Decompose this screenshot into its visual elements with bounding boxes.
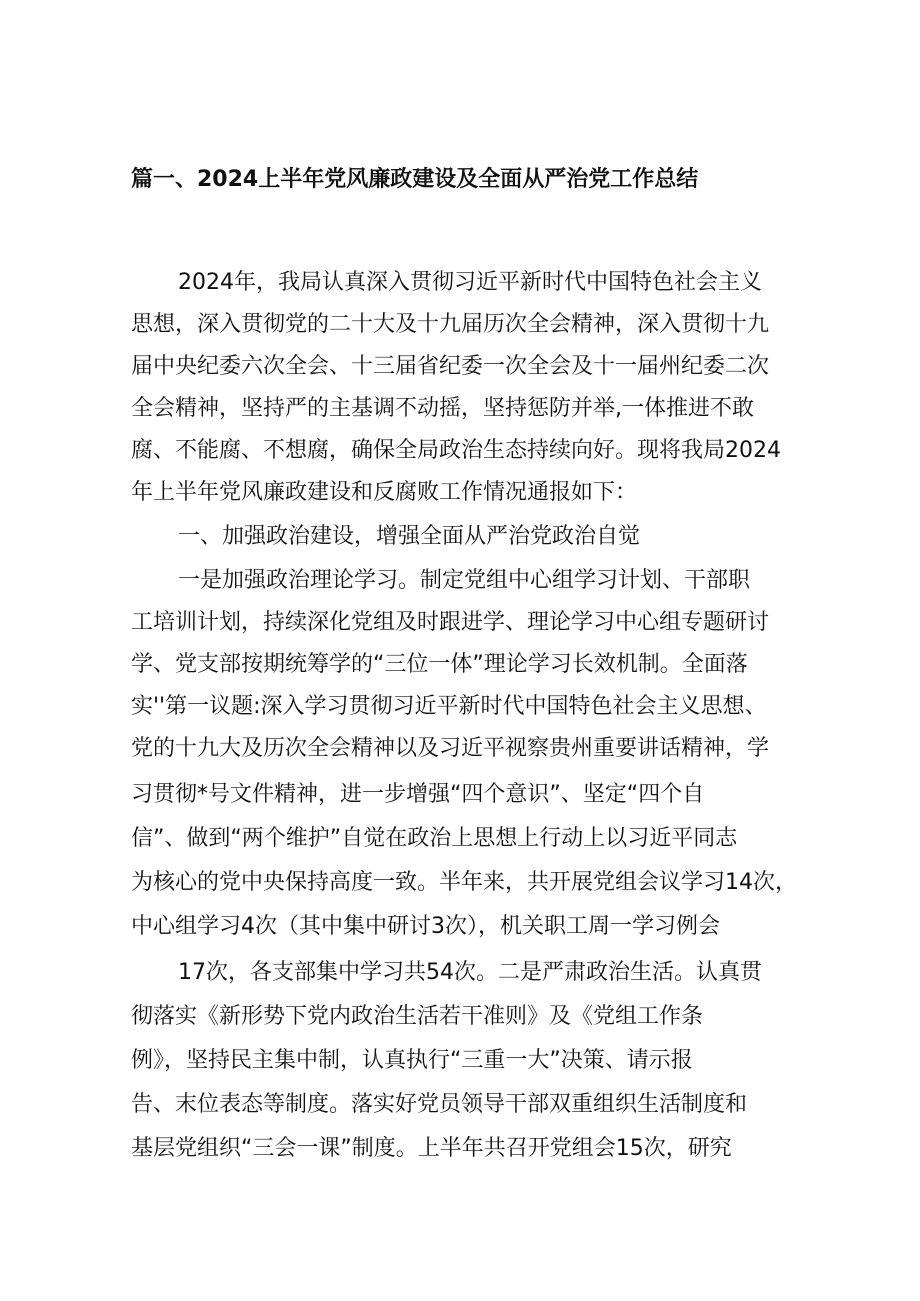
document-title: 篇一、2024上半年党风廉政建设及全面从严治党工作总结	[131, 167, 699, 192]
body-line: 年上半年党风廉政建设和反腐败工作情况通报如下：	[131, 480, 638, 505]
body-line: 一是加强政治理论学习。制定党组中心组学习计划、干部职	[178, 568, 751, 593]
body-line: 基层党组织“三会一课”制度。上半年共召开党组会15次，研究	[131, 1136, 732, 1161]
body-line: 中心组学习4次（其中集中研讨3次），机关职工周一学习例会	[131, 914, 720, 939]
body-line: 腐、不能腐、不想腐，确保全局政治生态持续向好。现将我局2024	[131, 438, 781, 463]
body-line: 告、末位表态等制度。落实好党员领导干部双重组织生活制度和	[131, 1092, 748, 1117]
body-line: 实''第一议题:深入学习贯彻习近平新时代中国特色社会主义思想、	[131, 694, 767, 719]
body-line: 为核心的党中央保持高度一致。半年来，共开展党组会议学习14次，	[131, 870, 797, 895]
body-line: 17次，各支部集中学习共54次。二是严肃政治生活。认真贯	[178, 960, 762, 985]
body-line: 思想，深入贯彻党的二十大及十九届历次全会精神，深入贯彻十九	[131, 312, 770, 337]
body-line: 党的十九大及历次全会精神以及习近平视察贵州重要讲话精神，学	[131, 736, 770, 761]
body-line: 彻落实《新形势下党内政治生活若干准则》及《党组工作条	[131, 1004, 704, 1029]
body-line: 全会精神，坚持严的主基调不动摇，坚持惩防并举,一体推进不敢	[131, 396, 754, 421]
body-line: 工培训计划，持续深化党组及时跟进学、理论学习中心组专题研讨	[131, 610, 770, 635]
body-line: 届中央纪委六次全会、十三届省纪委一次全会及十一届州纪委二次	[131, 354, 770, 379]
section-heading: 一、加强政治建设，增强全面从严治党政治自觉	[178, 524, 641, 549]
body-line: 2024年，我局认真深入贯彻习近平新时代中国特色社会主义	[178, 270, 762, 295]
body-line: 学、党支部按期统筹学的“三位一体”理论学习长效机制。全面落	[131, 652, 748, 677]
body-line: 信”、做到“两个维护”自觉在政治上思想上行动上以习近平同志	[131, 826, 738, 851]
body-line: 习贯彻*号文件精神，进一步增强“四个意识”、坚定“四个自	[131, 782, 705, 807]
body-line: 例》，坚持民主集中制，认真执行“三重一大”决策、请示报	[131, 1048, 693, 1073]
